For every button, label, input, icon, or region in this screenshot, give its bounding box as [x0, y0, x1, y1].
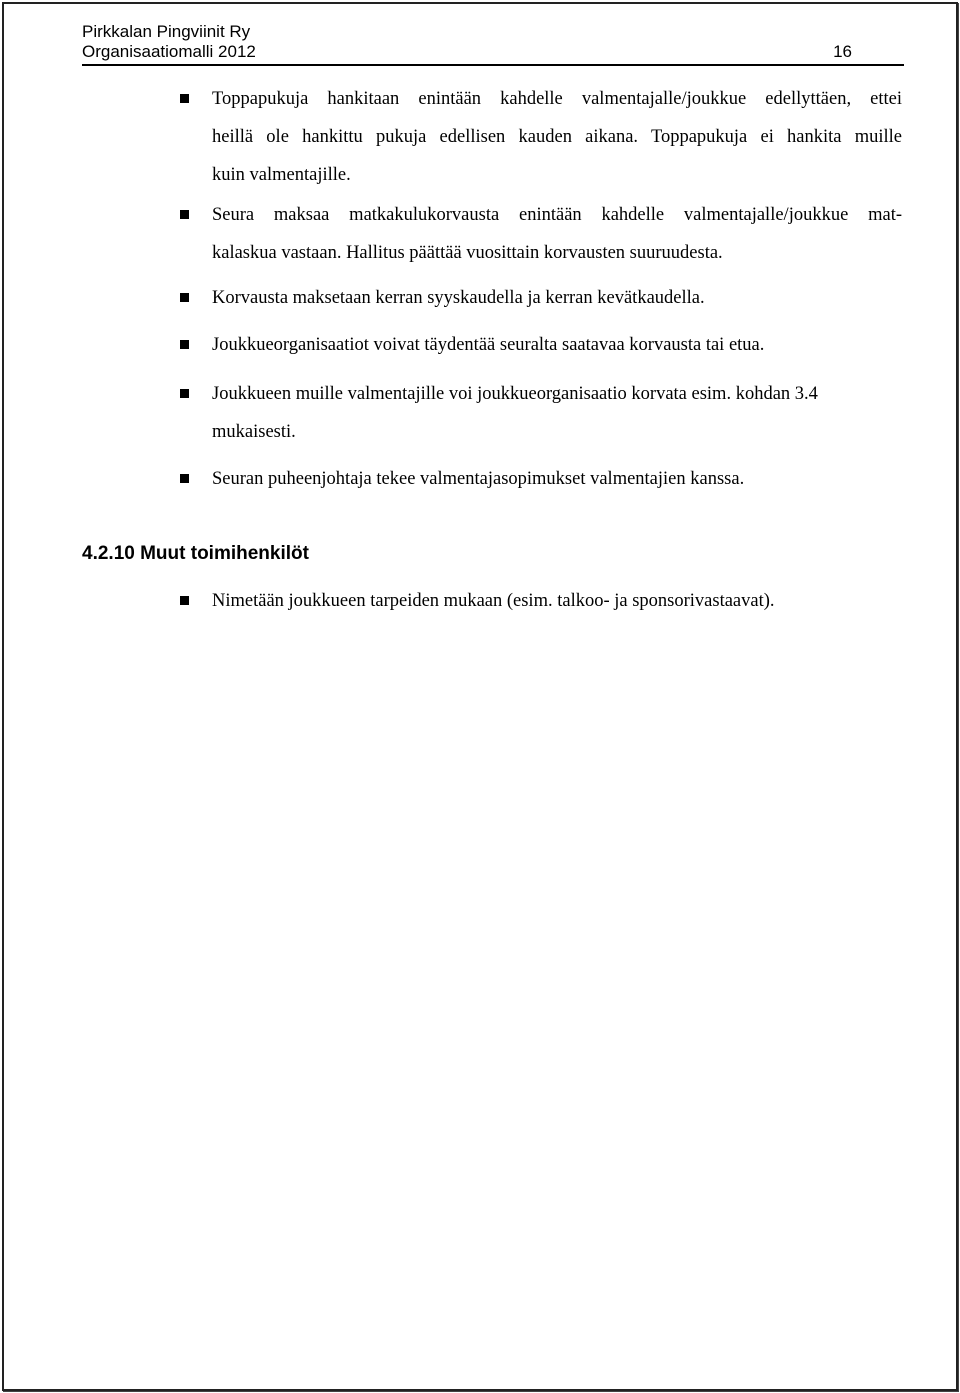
section-heading: 4.2.10 Muut toimihenkilöt — [82, 543, 309, 564]
bullet-marker — [180, 474, 189, 483]
page-number: 16 — [833, 42, 852, 61]
bullet-marker — [180, 210, 189, 219]
text-line: heillä ole hankittu pukuja edellisen kauden aikana. Toppapukuja ei hankita muille — [212, 127, 902, 147]
list-item — [212, 582, 902, 620]
list-item — [212, 196, 902, 272]
text-line: Joukkueorganisaatiot voivat täydentää seuralta saatavaa korvausta tai etua. — [212, 335, 765, 355]
text-line: kalaskua vastaan. Hallitus päättää vuosittain korvausten suuruudesta. — [212, 243, 723, 263]
text-line: Korvausta maksetaan kerran syyskaudella ja kerran kevätkaudella. — [212, 288, 705, 308]
text-line: Toppapukuja hankitaan enintään kahdelle valmentajalle/joukkue edellyttäen, ettei — [212, 89, 902, 109]
text-line: Nimetään joukkueen tarpeiden mukaan (esim. talkoo- ja sponsorivastaavat). — [212, 591, 775, 611]
text-line: Seuran puheenjohtaja tekee valmentajasopimukset valmentajien kanssa. — [212, 469, 745, 489]
text-line: Seura maksaa matkakulukorvausta enintään kahdelle valmentajalle/joukkue mat- — [212, 205, 902, 225]
header-row — [82, 42, 904, 62]
list-item — [212, 80, 902, 194]
bullet-marker — [180, 340, 189, 349]
header-rule — [82, 64, 904, 66]
bullet-marker — [180, 389, 189, 398]
document-title: Organisaatiomalli 2012 — [82, 42, 256, 61]
list-item — [212, 460, 902, 498]
list-item — [212, 279, 902, 317]
text-line: mukaisesti. — [212, 422, 296, 442]
organization-name: Pirkkalan Pingviinit Ry — [82, 22, 251, 41]
bullet-marker — [180, 94, 189, 103]
bullet-marker — [180, 293, 189, 302]
page-header — [82, 22, 904, 62]
list-item — [212, 375, 902, 451]
list-item — [212, 326, 902, 364]
text-line: Joukkueen muille valmentajille voi joukkueorganisaatio korvata esim. kohdan 3.4 — [212, 384, 818, 404]
text-line: kuin valmentajille. — [212, 165, 351, 185]
bullet-marker — [180, 596, 189, 605]
